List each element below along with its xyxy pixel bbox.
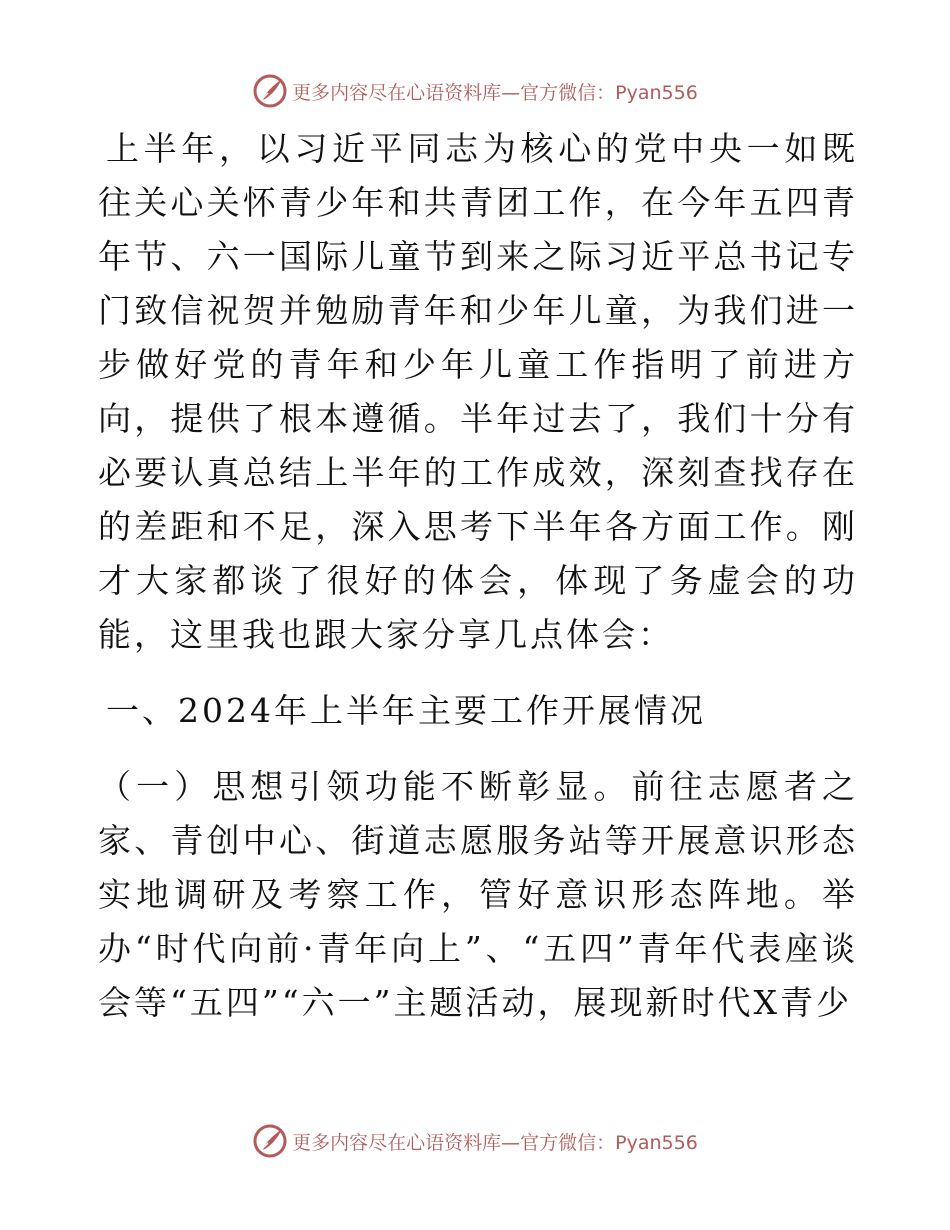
document-body: [98, 122, 858, 1030]
intro-paragraph: 上半年，以习近平同志为核心的党中央一如既往关心关怀青少年和共青团工作，在今年五四青年节、六一国际儿童节到来之际习近平总书记专门致信祝贺并勉励青年和少年儿童，为我们进一步做好党的青年和少年儿童工作指明了前进方向，提供了根本遵循。半年过去了，我们十分有必要认真总结上半年的工作成效，深刻查找存在的差距和不足，深入思考下半年各方面工作。刚才大家都谈了很好的体会，体现了务虚会的功能，这里我也跟大家分享几点体会：: [98, 129, 858, 654]
watermark-footer: [0, 1121, 950, 1161]
watermark-text: 更多内容尽在心语资料库—官方微信：Pyan556: [292, 81, 698, 104]
watermark-header: [0, 71, 950, 111]
quill-logo-icon: [252, 1123, 288, 1159]
quill-logo-icon: [252, 73, 288, 109]
subsection-paragraph: （一）思想引领功能不断彰显。前往志愿者之家、青创中心、街道志愿服务站等开展意识形态实地调研及考察工作，管好意识形态阵地。举办“时代向前·青年向上”、“五四”青年代表座谈会等“五四”“六一”主题活动，展现新时代X青少: [98, 767, 858, 1022]
section-heading: 一、2024年上半年主要工作开展情况: [106, 691, 706, 730]
watermark-text: 更多内容尽在心语资料库—官方微信：Pyan556: [292, 1131, 698, 1154]
